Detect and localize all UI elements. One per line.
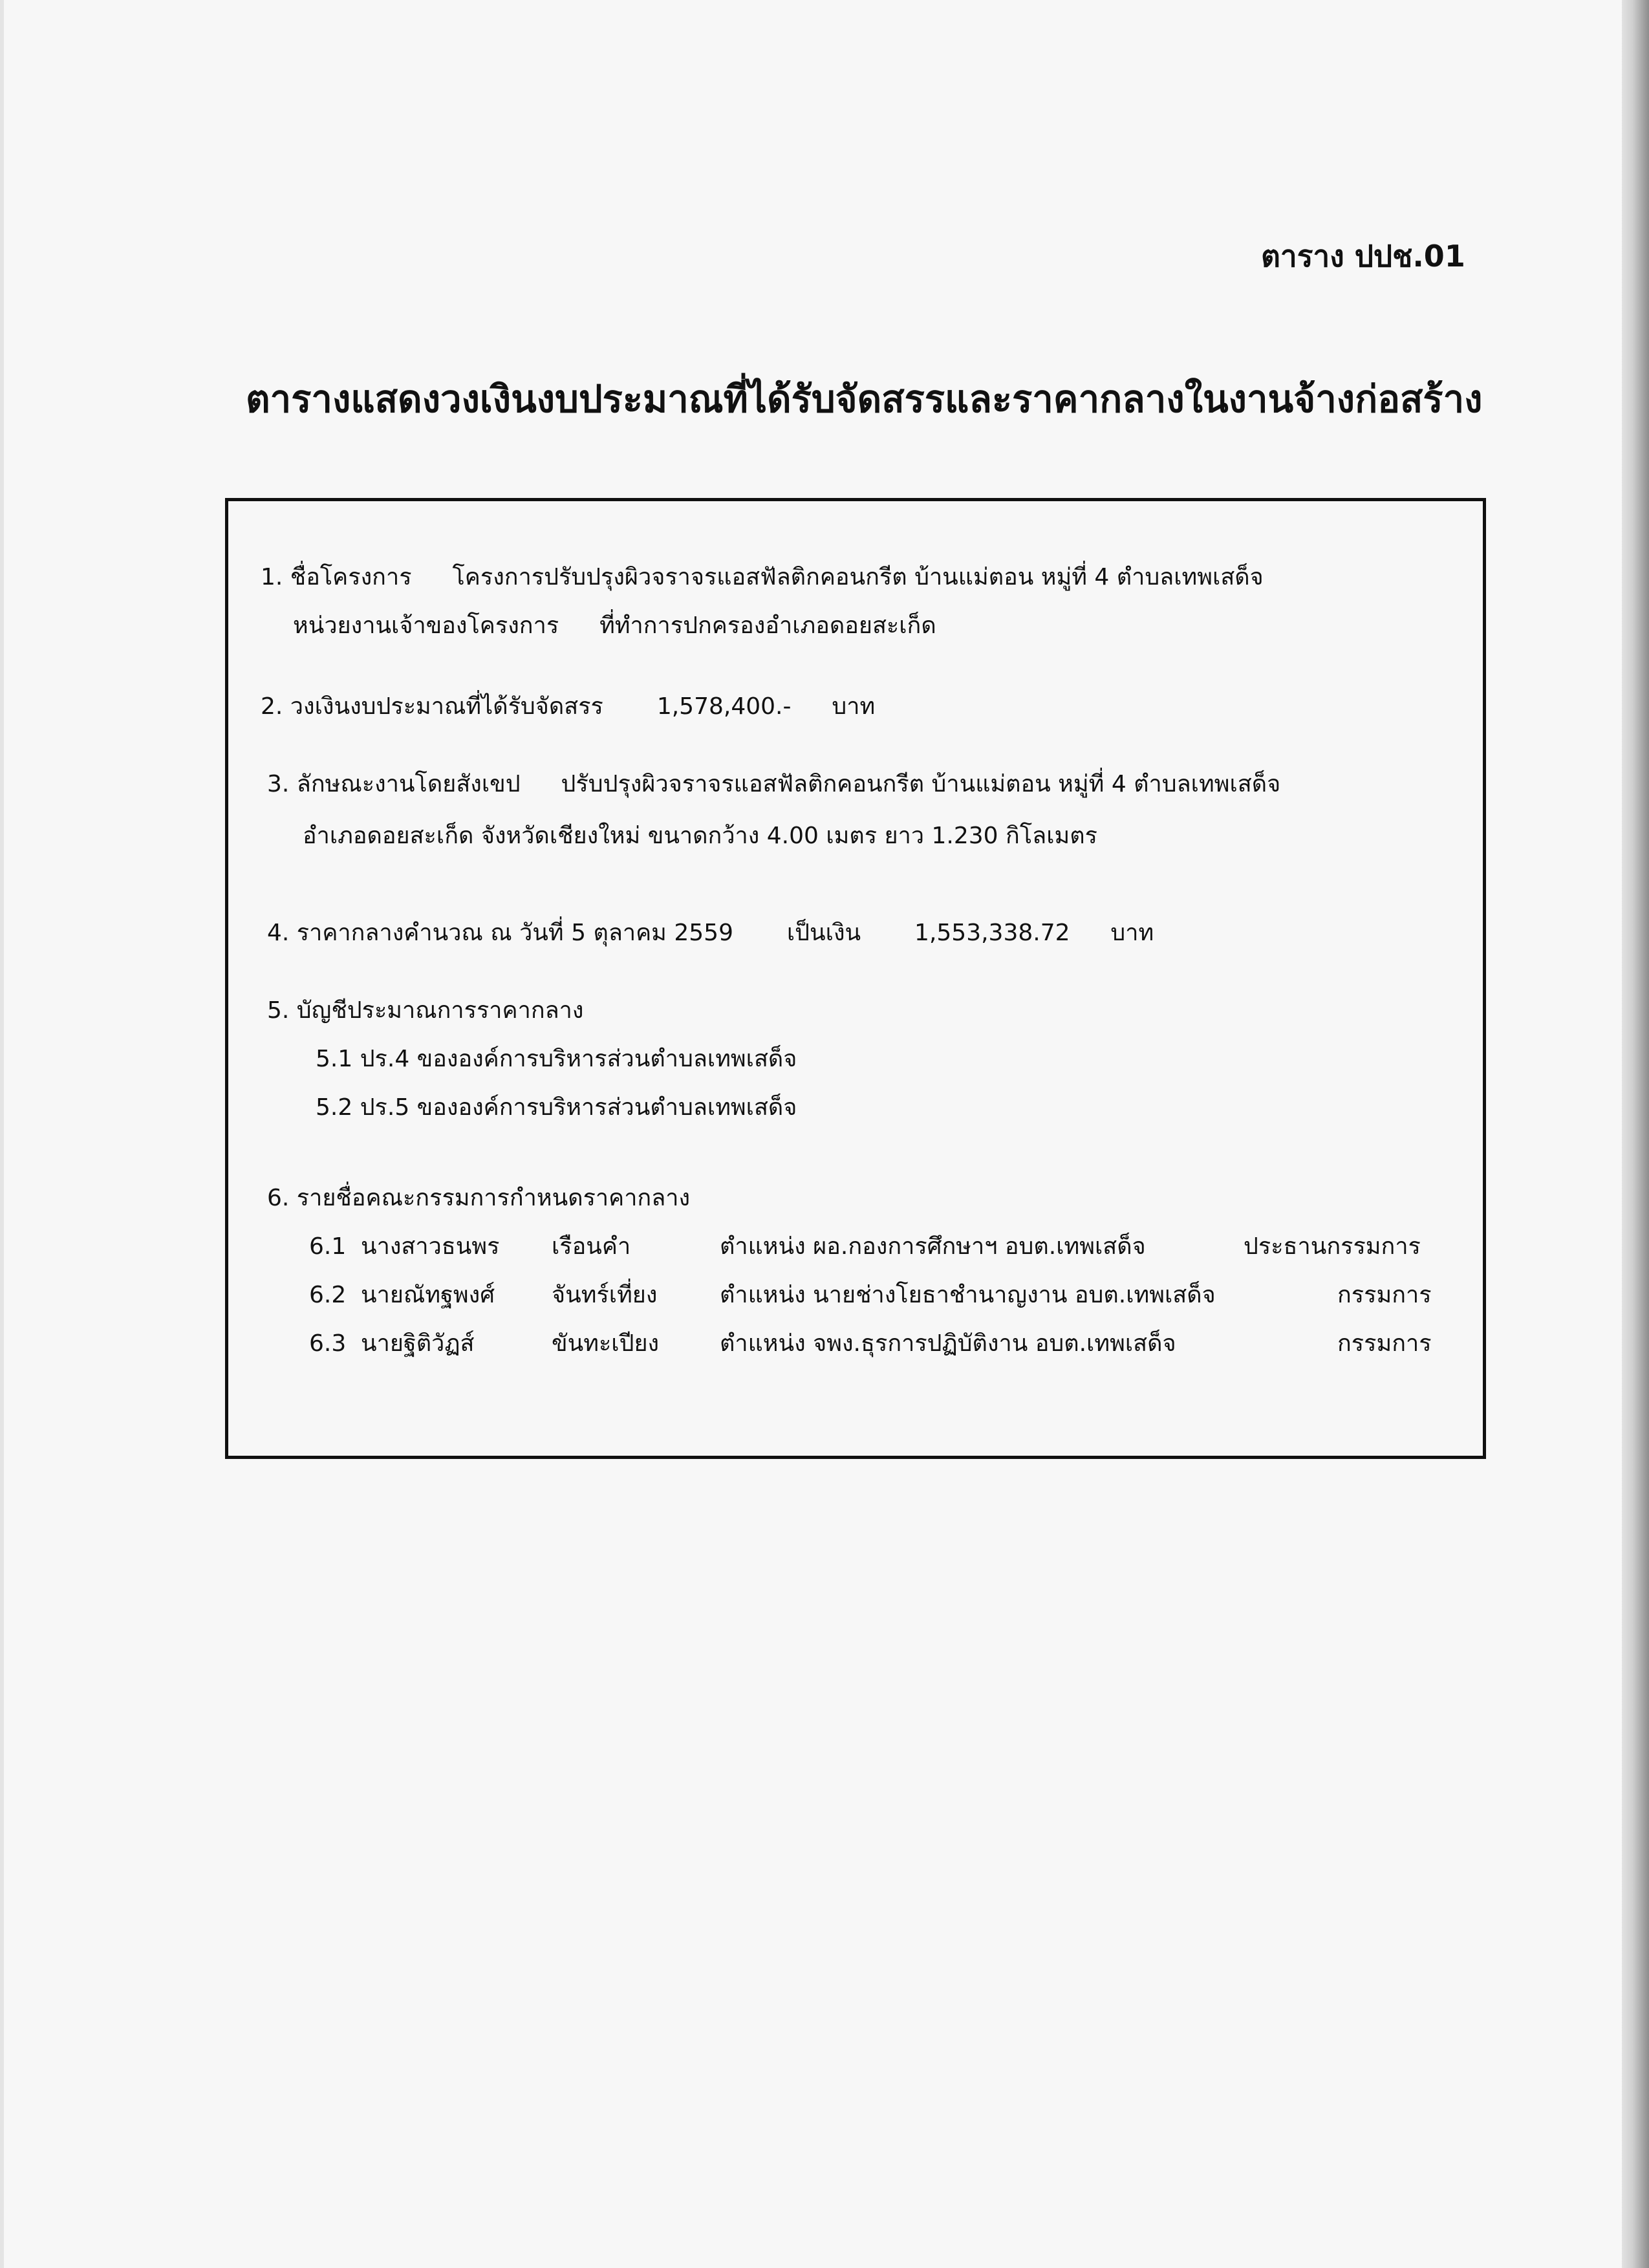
member-role: กรรมการ (1337, 1330, 1432, 1357)
member-role: กรรมการ (1337, 1282, 1432, 1308)
item3-desc1: ปรับปรุงผิวจราจรแอสฟัลติกคอนกรีต บ้านแม่ตอน หมู่ที่ 4 ตำบลเทพเสด็จ (561, 771, 1281, 797)
item1-owner-label: หน่วยงานเจ้าของโครงการ (293, 612, 559, 639)
item1-owner-row (293, 614, 936, 638)
item4-row (267, 922, 1154, 945)
form-code: ตาราง ปปช.01 (1261, 239, 1465, 274)
item5-label: 5. บัญชีประมาณการราคากลาง (267, 997, 584, 1024)
item3-row (267, 773, 1280, 796)
info-box (225, 498, 1486, 1459)
member-surname: เรือนคำ (552, 1233, 631, 1260)
item3-label: 3. ลักษณะงานโดยสังเขป (267, 771, 521, 797)
member-role: ประธานกรรมการ (1244, 1233, 1421, 1260)
item2-row (261, 695, 875, 718)
member-name: นายณัทฐพงศ์ (361, 1282, 495, 1308)
member-name: นางสาวธนพร (361, 1233, 500, 1260)
item1-project-name: โครงการปรับปรุงผิวจราจรแอสฟัลติกคอนกรีต บ้านแม่ตอน หมู่ที่ 4 ตำบลเทพเสด็จ (452, 564, 1264, 590)
member-surname: จันทร์เที่ยง (552, 1282, 658, 1308)
item1-owner-value: ที่ทำการปกครองอำเภอดอยสะเก็ด (599, 612, 936, 639)
member-no: 6.1 (309, 1233, 347, 1260)
item1-row (261, 566, 1264, 589)
item4-label: 4. ราคากลางคำนวณ ณ วันที่ 5 ตุลาคม 2559 (267, 920, 733, 946)
item5-subitem: 5.2 ปร.5 ขององค์การบริหารส่วนตำบลเทพเสด็จ (316, 1094, 797, 1121)
item4-unit: บาท (1110, 920, 1154, 946)
member-name: นายฐิติวัฏส์ (361, 1330, 475, 1357)
document-title: ตารางแสดงวงเงินงบประมาณที่ได้รับจัดสรรและราคากลางในงานจ้างก่อสร้าง (246, 377, 1483, 421)
item5-subitem: 5.1 ปร.4 ขององค์การบริหารส่วนตำบลเทพเสด็จ (316, 1046, 797, 1072)
page-edge-right (1622, 0, 1649, 2268)
item2-label: 2. วงเงินงบประมาณที่ได้รับจัดสรร (261, 693, 603, 720)
item2-unit: บาท (832, 693, 876, 720)
item2-amount: 1,578,400.- (656, 693, 792, 720)
member-no: 6.2 (309, 1282, 347, 1308)
item4-amount-label: เป็นเงิน (786, 920, 861, 946)
item1-label: 1. ชื่อโครงการ (261, 564, 412, 590)
member-position: ตำแหน่ง นายช่างโยธาชำนาญงาน อบต.เทพเสด็จ (720, 1282, 1216, 1308)
member-position: ตำแหน่ง ผอ.กองการศึกษาฯ อบต.เทพเสด็จ (720, 1233, 1146, 1260)
item3-desc2: อำเภอดอยสะเก็ด จังหวัดเชียงใหม่ ขนาดกว้าง 4.00 เมตร ยาว 1.230 กิโลเมตร (303, 823, 1097, 849)
item6-label: 6. รายชื่อคณะกรรมการกำหนดราคากลาง (267, 1185, 691, 1211)
member-position: ตำแหน่ง จพง.ธุรการปฏิบัติงาน อบต.เทพเสด็จ (720, 1330, 1176, 1357)
member-no: 6.3 (309, 1330, 347, 1357)
page-edge-left (0, 0, 4, 2268)
item4-amount: 1,553,338.72 (914, 920, 1070, 946)
member-surname: ขันทะเปียง (552, 1330, 660, 1357)
